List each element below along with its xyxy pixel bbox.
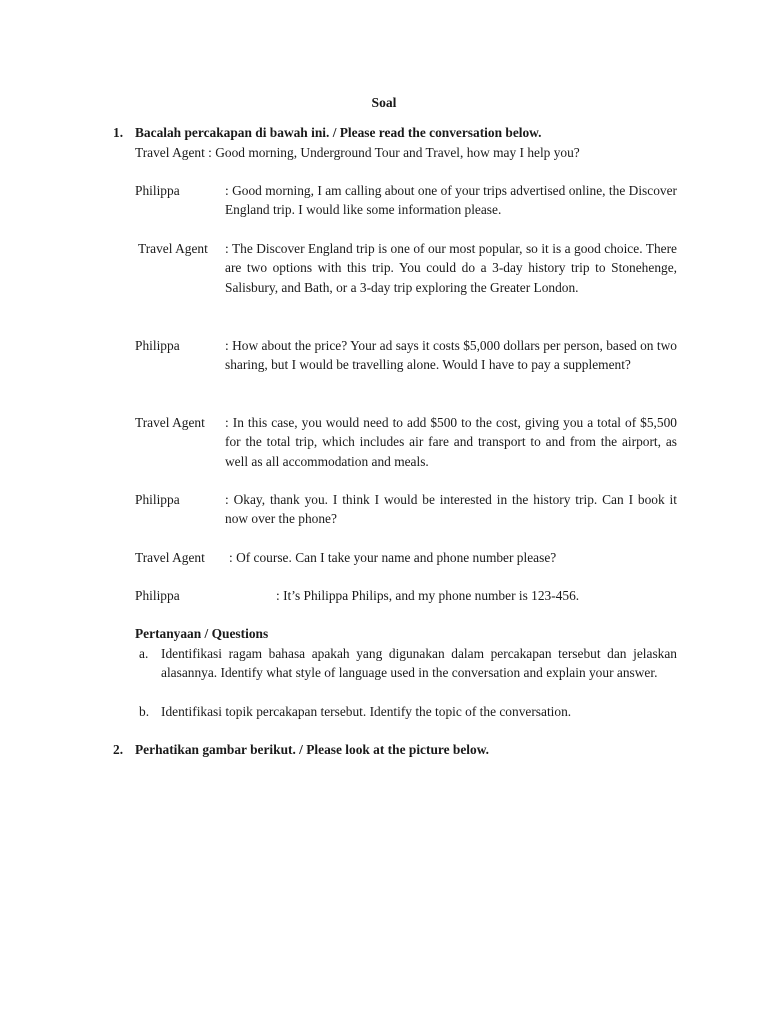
question-1-heading: Bacalah percakapan di bawah ini. / Please read the conversation below.: [135, 125, 542, 140]
question-2-number: 2.: [113, 742, 124, 757]
dialog-speaker: Travel Agent: [135, 415, 205, 430]
questions-title: Pertanyaan / Questions: [135, 626, 269, 641]
question-a-label: a.: [139, 646, 149, 661]
dialog-speaker: Philippa: [135, 338, 180, 353]
question-b-label: b.: [139, 704, 150, 719]
dialog-utterance: : In this case, you would need to add $500 to the cost, giving you a total of $5,500 for the total trip, which includes air fare and transport to and from the airport, as well as all accommodation and meals.: [225, 415, 677, 469]
dialog-speaker: Philippa: [135, 183, 180, 198]
question-b-text: Identifikasi topik percakapan tersebut. Identify the topic of the conversation.: [161, 704, 572, 719]
dialog-speaker: Philippa: [135, 588, 180, 603]
question-2-heading: Perhatikan gambar berikut. / Please look at the picture below.: [135, 742, 489, 757]
page-title: Soal: [371, 95, 397, 110]
dialog-first-line: Travel Agent : Good morning, Underground Tour and Travel, how may I help you?: [135, 145, 580, 160]
dialog-speaker: Travel Agent: [138, 241, 208, 256]
dialog-utterance: : How about the price? Your ad says it costs $5,000 dollars per person, based on two sharing, but I would be travelling alone. Would I have to pay a supplement?: [225, 338, 677, 373]
dialog-speaker: Philippa: [135, 492, 180, 507]
question-1-number: 1.: [113, 125, 124, 140]
dialog-utterance: : Of course. Can I take your name and phone number please?: [229, 550, 557, 565]
dialog-utterance: : Okay, thank you. I think I would be interested in the history trip. Can I book it now over the phone?: [225, 492, 677, 527]
question-a-text: Identifikasi ragam bahasa apakah yang digunakan dalam percakapan tersebut dan jelaskan alasannya. Identify what style of language used in the conversation and explain your answer.: [161, 646, 677, 681]
dialog-utterance: : The Discover England trip is one of our most popular, so it is a good choice. There are two options with this trip. You could do a 3-day history trip to Stonehenge, Salisbury, and Bath, or a 3-day trip exploring the Greater London.: [225, 241, 677, 295]
dialog-speaker: Travel Agent: [135, 550, 205, 565]
dialog-utterance: : Good morning, I am calling about one of your trips advertised online, the Discover England trip. I would like some information please.: [225, 183, 677, 218]
dialog-utterance: : It’s Philippa Philips, and my phone number is 123-456.: [276, 588, 580, 603]
